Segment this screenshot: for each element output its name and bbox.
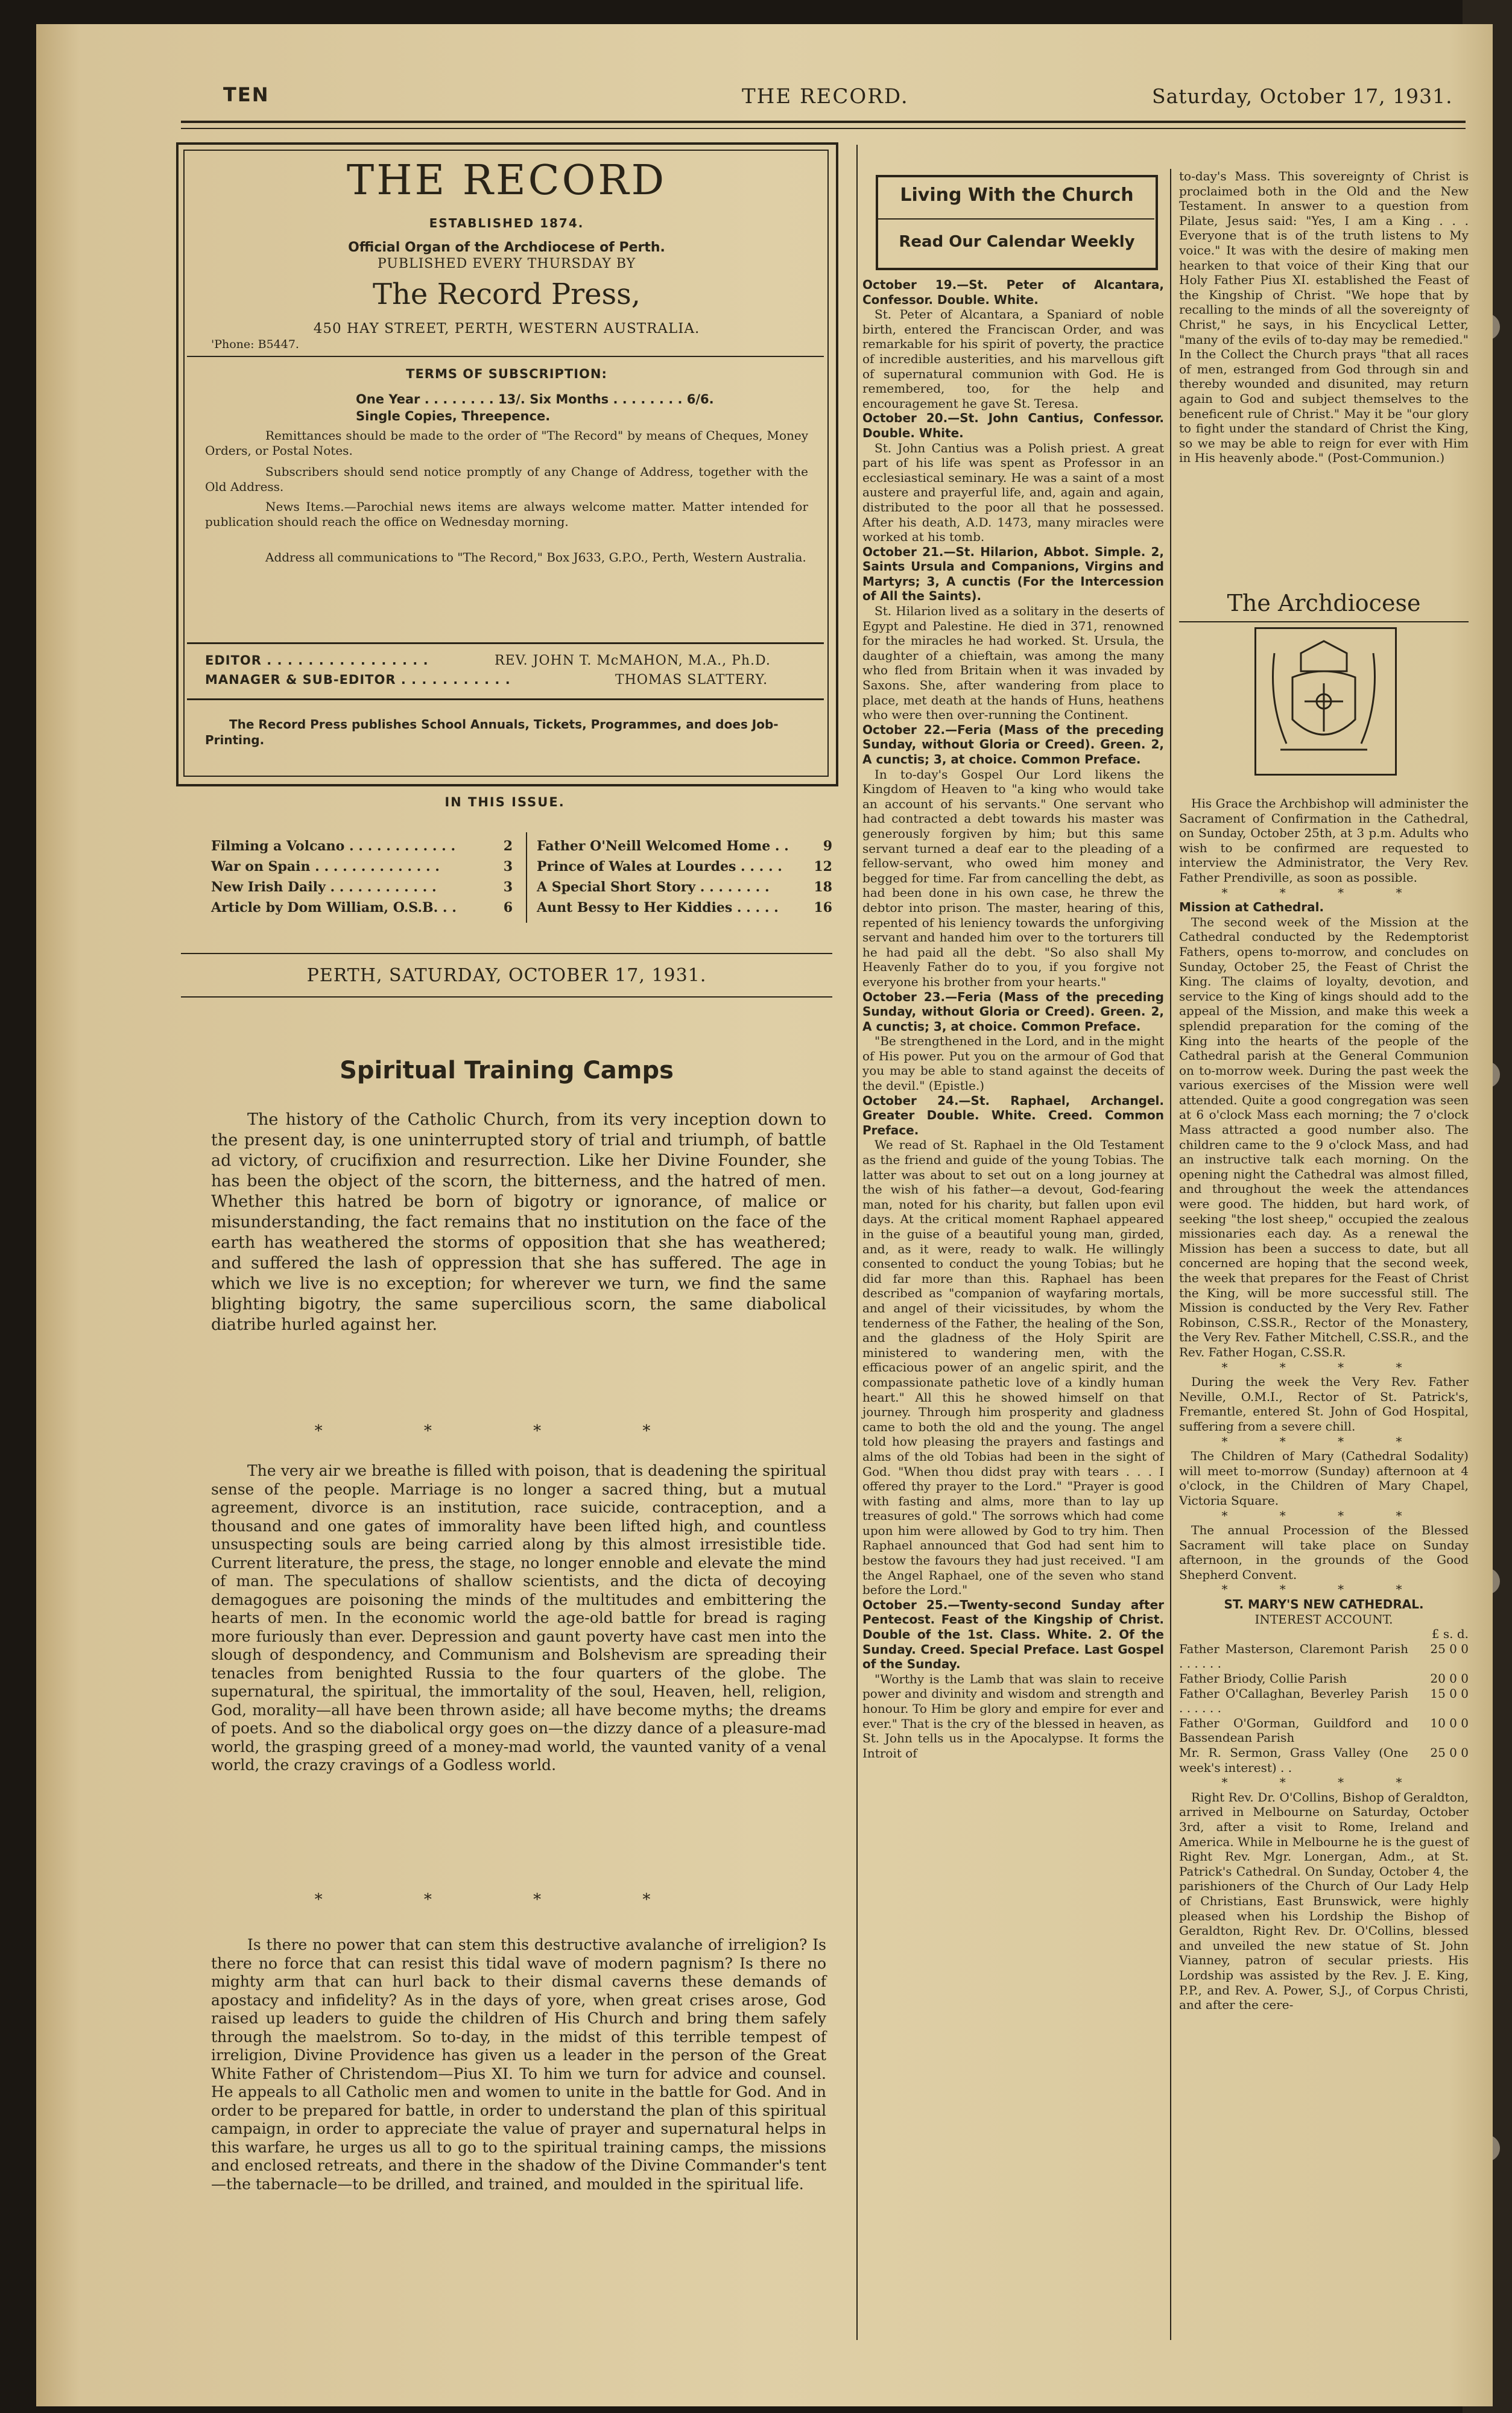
running-title: THE RECORD. [742, 84, 909, 109]
editorial-para-2: The very air we breathe is filled with poison, that is deadening the spiritual sense of the people. Marriage is no longer a sacred thing, but a mutual agreement, divorce is an institution, race suicide, contraception, and a thousand and one gates of immorality have been lifted high, and countless unsuspecting souls are being carried along by this almost irresistible tide. Current literature, the press, the stage, no longer ennoble and elevate the mind of man. The speculations of shallow scientists, and the dicta of decoying demagogues are poisoning the minds of the multitudes and embittering the hearts of men. In the economic world the age-old battle for bread is raging more furiously than ever. Depression and gaunt poverty have cast men into the slough of despondency, and Communism and Bolshevism are spreading their tenacles from benighted Russia to the four quarters of the globe. The supernatural, the spiritual, the immortality of the soul, Heaven, hell, religion, God, morality—all have been thrown aside; all have become myths; the dreams of poets. And so the diabolical orgy goes on—the dizzy dance of a pleasure-mad world, the grasping greed of a money-mad world, the vaunted vanity of a venal world, the crazy cravings of a Godless world. [211, 1462, 826, 1774]
church-subtitle: Read Our Calendar Weekly [899, 233, 1135, 251]
ledger-amount: 25 0 0 [1430, 1745, 1469, 1760]
published-by: PUBLISHED EVERY THURSDAY BY [377, 256, 636, 271]
toc-entry[interactable] [211, 856, 513, 877]
toc-page: 6 [503, 900, 513, 916]
calendar-text: We read of St. Raphael in the Old Testament as the friend and guide of the young Tobias. The latter was about to set out on a long journey at the wish of his father—a devout, God-fearing man, noted for his charity, but fallen upon evil days. At the critical moment Raphael appeared in the guise of a beautiful young man, girded, and, as it were, ready to walk. He willingly consented to conduct the young Tobias; but he did far more than this. Raphael has been described as "companion of wayfaring mortals, and angel of their vicissitudes, by whom the tenderness of the Father, the healing of the Son, and the gladness of the Holy Spirit are ministered to wandering men, with the efficacious power of an angelic spirit, and the compassionate pathetic love of a kindly human heart." All this he showed himself on that journey. Through him prosperity and gladness came to both the old and the young. The angel told how pleasing the prayers and fastings and alms of the old Tobias had been in the sight of God. "When thou didst pray with tears . . . I offered thy prayer to the Lord." "Prayer is good with fasting and alms, more than to lay up treasures of gold." The sorrows which had come upon him were allowed by God to try him. Then Raphael announced that God had sent him to bestow the favours they had just received. "I am the Angel Raphael, one of the seven who stand before the Lord." [862, 1137, 1164, 1598]
established: ESTABLISHED 1874. [429, 216, 584, 230]
toc-title: Prince of Wales at Lourdes . . . . . [537, 859, 782, 874]
ledger-amount: 25 0 0 [1430, 1641, 1469, 1656]
toc-page: 16 [814, 900, 832, 916]
manager-label: MANAGER & SUB-EDITOR . . . . . . . . . . . [205, 672, 511, 687]
ledger-row [1179, 1686, 1469, 1716]
calendar-text: St. John Cantius was a Polish priest. A great part of his life was spent as Professor in an ecclesiastical seminary. He was a saint of a most austere and prayerful life, and, again and again, distributed to the poor all that he possessed. After his death, A.D. 1473, many miracles were worked at his tomb. [862, 440, 1164, 545]
editor-name: REV. JOHN T. McMAHON, M.A., Ph.D. [495, 653, 771, 668]
masthead-divider [187, 642, 824, 644]
column-rule [856, 145, 858, 2340]
header-rule [181, 128, 1466, 129]
masthead-divider [187, 698, 824, 700]
press-address: 450 HAY STREET, PERTH, WESTERN AUSTRALIA. [313, 321, 700, 337]
section-stars: * * * * [1221, 1775, 1426, 1790]
mission-heading: Mission at Cathedral. [1179, 900, 1324, 915]
header-rule [181, 121, 1466, 123]
phone: 'Phone: B5447. [211, 338, 299, 351]
geraldton-notice: Right Rev. Dr. O'Collins, Bishop of Geraldton, arrived in Melbourne on Saturday, October 3rd, after a visit to Rome, Ireland and America. While in Melbourne he is the guest of Right Rev. Mgr. Lonergan, Adm., at St. Patrick's Cathedral. On Sunday, October 4, the parishioners of the Church of Our Lady Help of Christians, East Brunswick, were highly pleased when his Lordship the Bishop of Geraldton, Right Rev. Dr. O'Collins, blessed and unveiled the new statue of St. John Vianney, patron of secular priests. His Lordship was assisted by the Rev. J. E. King, P.P., and Rev. A. Power, S.J., of Corpus Christi, and after the cere- [1179, 1789, 1469, 2013]
single-copies: Single Copies, Threepence. [356, 409, 551, 423]
ledger-row [1179, 1642, 1469, 1671]
children-of-mary-notice: The Children of Mary (Cathedral Sodality) will meet to-morrow (Sunday) afternoon at 4 o'clock, in the Children of Mary Chapel, Victoria Square. [1179, 1449, 1469, 1508]
editorial-title: Spiritual Training Camps [340, 1057, 674, 1084]
dateline-rule [181, 953, 832, 954]
remittances: Remittances should be made to the order of "The Record" by means of Cheques, Money Orders, or Postal Notes. [205, 428, 808, 458]
section-stars: * * * * [314, 1891, 699, 1909]
toc-entry[interactable] [537, 856, 832, 877]
manager-name: THOMAS SLATTERY. [615, 672, 768, 688]
section-stars: * * * * [1221, 885, 1426, 900]
ledger-row [1179, 1745, 1469, 1775]
church-heading-rule [878, 218, 1154, 220]
toc-title: Filming a Volcano . . . . . . . . . . . . [211, 838, 456, 854]
toc-title: New Irish Daily . . . . . . . . . . . . [211, 879, 437, 895]
job-printing: The Record Press publishes School Annuals, Tickets, Programmes, and does Job-Printing. [205, 717, 779, 747]
ledger-amount: 15 0 0 [1430, 1686, 1469, 1701]
ledger-name: Father Masterson, Claremont Parish . . . . . . [1179, 1641, 1408, 1671]
archdiocese-rule [1179, 621, 1469, 622]
page-number: TEN [223, 83, 270, 106]
editorial-para-3: Is there no power that can stem this destructive avalanche of irreligion? Is there no force that can resist this tidal wave of modern pagnism? Is there no mighty arm that can hurl back to their dismal caverns these demands of apostacy and infidelity? As in the days of yore, when great crises arose, God raised up leaders to guide the children of His Church and bring them safely through the maelstrom. So to-day, in the midst of this terrible tempest of irreligion, Divine Providence has given us a leader in the person of the Great White Father of Christendom—Pius XI. To him we turn for advice and counsel. He appeals to all Catholic men and women to unite in the battle for God. And in order to be prepared for battle, in order to understand the plan of this spiritual campaign, in order to appreciate the value of prayer and supernatural helps in this warfare, he urges us all to go to the spiritual training camps, the missions and enclosed retreats, and there in the shadow of the Divine Commander's tent—the tabernacle—to be drilled, and trained, and moulded in the spiritual life. [211, 1936, 826, 2193]
news-items: News Items.—Parochial news items are always welcome matter. Matter intended for publication should reach the office on Wednesday morning. [205, 499, 808, 529]
toc-heading: IN THIS ISSUE. [444, 795, 565, 809]
toc-page: 2 [503, 838, 513, 854]
subscribers: Subscribers should send notice promptly of any Change of Address, together with the Old Address. [205, 464, 808, 494]
calendar-heading: October 20.—St. John Cantius, Confessor. Double. White. [862, 411, 1164, 440]
calendar-text: "Be strengthened in the Lord, and in the might of His power. Put you on the armour of God that you may be able to stand against the deceits of the devil." (Epistle.) [862, 1034, 1164, 1093]
neville-notice: During the week the Very Rev. Father Neville, O.M.I., Rector of St. Patrick's, Fremantle, entered St. John of God Hospital, suffering from a severe chill. [1179, 1374, 1469, 1434]
toc-page: 12 [814, 859, 832, 874]
procession-notice: The annual Procession of the Blessed Sacrament will take place on Sunday afternoon, in the grounds of the Good Shepherd Convent. [1179, 1523, 1469, 1582]
confirmation-notice: His Grace the Archbishop will administer the Sacrament of Confirmation in the Cathedral, on Sunday, October 25th, at 3 p.m. Adults who wish to be confirmed are requested to interview the Administrator, the Very Rev. Father Prendiville, as soon as possible. [1179, 796, 1469, 885]
masthead-title: THE RECORD [346, 157, 667, 204]
st-marys-heading: ST. MARY'S NEW CATHEDRAL. [1224, 1597, 1424, 1612]
calendar-text: "Worthy is the Lamb that was slain to receive power and divinity and wisdom and strength and honour. To Him be glory and empire for ever and ever." That is the cry of the blessed in heaven, as St. John tells us in the Apocalypse. It forms the Introit of [862, 1671, 1164, 1760]
section-stars: * * * * [1221, 1434, 1426, 1449]
archdiocese-title: The Archdiocese [1227, 590, 1421, 616]
address-all: Address all communications to "The Record," Box J633, G.P.O., Perth, Western Australia. [265, 550, 806, 565]
toc-title: Article by Dom William, O.S.B. . . [211, 900, 457, 916]
toc-left [211, 836, 513, 918]
editor-label: EDITOR . . . . . . . . . . . . . . . . [205, 653, 429, 668]
section-stars: * * * * [1221, 1582, 1426, 1597]
masthead-divider [187, 356, 824, 357]
toc-divider [526, 832, 527, 923]
toc-entry[interactable] [211, 897, 513, 918]
calendar-text: St. Hilarion lived as a solitary in the deserts of Egypt and Palestine. He died in 371, renowned for the miracles he had worked. St. Ursula, the daughter of a chieftain, was among the many who fled from Britain when it was invaded by Saxons. She, after wandering from place to place, met death at the hands of Huns, heathens who were then over-running the Continent. [862, 604, 1164, 723]
newspaper-page [36, 24, 1493, 2406]
calendar-text: In to-day's Gospel Our Lord likens the Kingdom of Heaven to "a king who would take an account of his servants." One servant who had contracted a debt towards his master was generously forgiven by him; but this same servant turned a deaf ear to the pleading of a fellow-servant, who owed him money and begged for time. Far from cancelling the debt, as had been done in his own case, he threw the debtor into prison. The master, hearing of this, repented of his leniency towards the unforgiving servant and handed him over to the torturers till he had paid all the debt. "So also shall My Heavenly Father do to you, if you forgive not everyone his brother from your hearts." [862, 767, 1164, 989]
calendar-heading: October 23.—Feria (Mass of the preceding Sunday, without Gloria or Creed). Green. 2, A cunctis; 3, at choice. Common Preface. [862, 989, 1164, 1034]
mission-text: The second week of the Mission at the Cathedral conducted by the Redemptorist Fathers, opens to-morrow, and concludes on Sunday, October 25, the Feast of Christ the King. The claims of loyalty, devotion, and service to the King of kings should add to the appeal of the Mission, and make this week a splendid preparation for the coming of the King into the hearts of the people of the Cathedral parish at the General Communion on to-morrow week. During the past week the various exercises of the Mission were well attended. Quite a good congregation was seen at 6 o'clock Mass each morning; the 7 o'clock Mass attracted a good number also. The children came to the 9 o'clock Mass, and had an instructive talk each morning. On the opening night the Cathedral was almost filled, and throughout the week the attendances were good. The hidden, but hard work, of seeking "the lost sheep," occupied the zealous missionaries each day. As a renewal the Mission has been a success to date, but all concerned are hoping that the second week, the week that prepares for the Feast of Christ the King, will be more successful still. The Mission is conducted by the Very Rev. Father Robinson, C.SS.R., Rector of the Monastery, the Very Rev. Father Mitchell, C.SS.R., and the Rev. Father Hogan, C.SS.R. [1179, 914, 1469, 1359]
toc-right [537, 836, 832, 918]
toc-title: Father O'Neill Welcomed Home . . [537, 838, 789, 854]
ledger-name: Father O'Gorman, Guildford and Bassendean Parish [1179, 1715, 1408, 1745]
issue-date: Saturday, October 17, 1931. [1152, 84, 1453, 108]
toc-entry[interactable] [537, 877, 832, 897]
toc-page: 3 [503, 879, 513, 895]
terms-line: One Year . . . . . . . . 13/. Six Months . . . . . . . . 6/6. [356, 392, 714, 406]
kingship-continued: to-day's Mass. This sovereignty of Christ is proclaimed both in the Old and the New Testament. In answer to a question from Pilate, Jesus said: "Yes, I am a King . . . Everyone that is of the truth listens to My voice." It was with the desire of making men hearken to that voice of their King that our Holy Father Pius XI. established the Feast of the Kingship of Christ. "We hope that by recalling to the minds of all the sovereignty of Christ," he says, in his Encyclical Letter, "many of the evils of to-day may be remedied." In the Collect the Church prays "that all races of men, estranged from God through sin and thereby wounded and disunited, may return again to God and subject themselves to the beneficent rule of Christ." May it be "our glory to fight under the standard of Christ the King, so we may be able to reign for ever with Him in His heavenly abode." (Post-Communion.) [1179, 169, 1469, 466]
toc-entry[interactable] [211, 836, 513, 856]
calendar-heading: October 19.—St. Peter of Alcantara, Confessor. Double. White. [862, 277, 1164, 307]
ledger-amount: 10 0 0 [1430, 1715, 1469, 1730]
calendar-heading: October 25.—Twenty-second Sunday after Pentecost. Feast of the Kingship of Christ. Double of the 1st. Class. White. 2. Of the Sunday. Creed. Special Preface. Last Gospel of the Sunday. [862, 1597, 1164, 1672]
section-stars: * * * * [314, 1422, 699, 1440]
toc-title: A Special Short Story . . . . . . . . [537, 879, 770, 895]
calendar-text: St. Peter of Alcantara, a Spaniard of noble birth, entered the Franciscan Order, and was remarkable for his spirit of poverty, the practice of incredible austerities, and his marvellous gift of supernatural communion with God. He is remembered, too, for the help and encouragement he gave St. Teresa. [862, 307, 1164, 411]
ledger-name: Mr. R. Sermon, Grass Valley (One week's interest) . . [1179, 1745, 1408, 1775]
toc-title: Aunt Bessy to Her Kiddies . . . . . [537, 900, 779, 916]
church-title: Living With the Church [900, 185, 1134, 206]
calendar-heading: October 21.—St. Hilarion, Abbot. Simple. 2, Saints Ursula and Companions, Virgins and Martyrs; 3, A cunctis (For the Intercession of All the Saints). [862, 544, 1164, 604]
ledger-name: Father O'Callaghan, Beverley Parish . . . . . . [1179, 1686, 1408, 1716]
ledger-name: Father Briody, Collie Parish [1179, 1671, 1347, 1686]
toc-entry[interactable] [211, 877, 513, 897]
calendar-heading: October 22.—Feria (Mass of the preceding Sunday, without Gloria or Creed). Green. 2, A cunctis; 3, at choice. Common Preface. [862, 722, 1164, 767]
toc-page: 3 [503, 859, 513, 874]
dateline: PERTH, SATURDAY, OCTOBER 17, 1931. [306, 965, 707, 986]
official-organ: Official Organ of the Archdiocese of Perth. [348, 240, 665, 255]
ledger-amount: 20 0 0 [1430, 1671, 1469, 1686]
toc-entry[interactable] [537, 836, 832, 856]
calendar-column [862, 277, 1164, 1760]
section-stars: * * * * [1221, 1508, 1426, 1523]
ledger-row [1179, 1716, 1469, 1745]
archdiocese-column [1179, 796, 1469, 2013]
toc-page: 9 [823, 838, 832, 854]
toc-title: War on Spain . . . . . . . . . . . . . . [211, 859, 440, 874]
editorial-para-1: The history of the Catholic Church, from its very inception down to the present day, is one uninterrupted story of trial and triumph, of battle ad victory, of crucifixion and resurrection. Like her Divine Founder, she has been the object of the scorn, the bitterness, and the hatred of men. Whether this hatred be born of bigotry or ignorance, of malice or misunderstanding, the fact remains that no institution on the face of the earth has weathered the storms of opposition that she has weathered; and suffered the lash of oppression that she has suffered. The age in which we live is no exception; for wherever we turn, we find the same blighting bigotry, the same supercilious scorn, the same diabolical diatribe hurled against her. [211, 1110, 826, 1334]
interest-heading: INTEREST ACCOUNT. [1254, 1611, 1393, 1627]
calendar-heading: October 24.—St. Raphael, Archangel. Greater Double. White. Creed. Common Preface. [862, 1093, 1164, 1137]
crest-icon [1254, 627, 1397, 776]
column-rule [1170, 169, 1171, 2340]
section-stars: * * * * [1221, 1359, 1426, 1374]
ledger-row [1179, 1671, 1469, 1686]
terms-heading: TERMS OF SUBSCRIPTION: [406, 367, 607, 381]
record-press: The Record Press, [372, 277, 641, 311]
toc-page: 18 [814, 879, 832, 895]
toc-entry[interactable] [537, 897, 832, 918]
ledger-header: £ s. d. [1431, 1627, 1469, 1642]
dateline-rule [181, 996, 832, 998]
